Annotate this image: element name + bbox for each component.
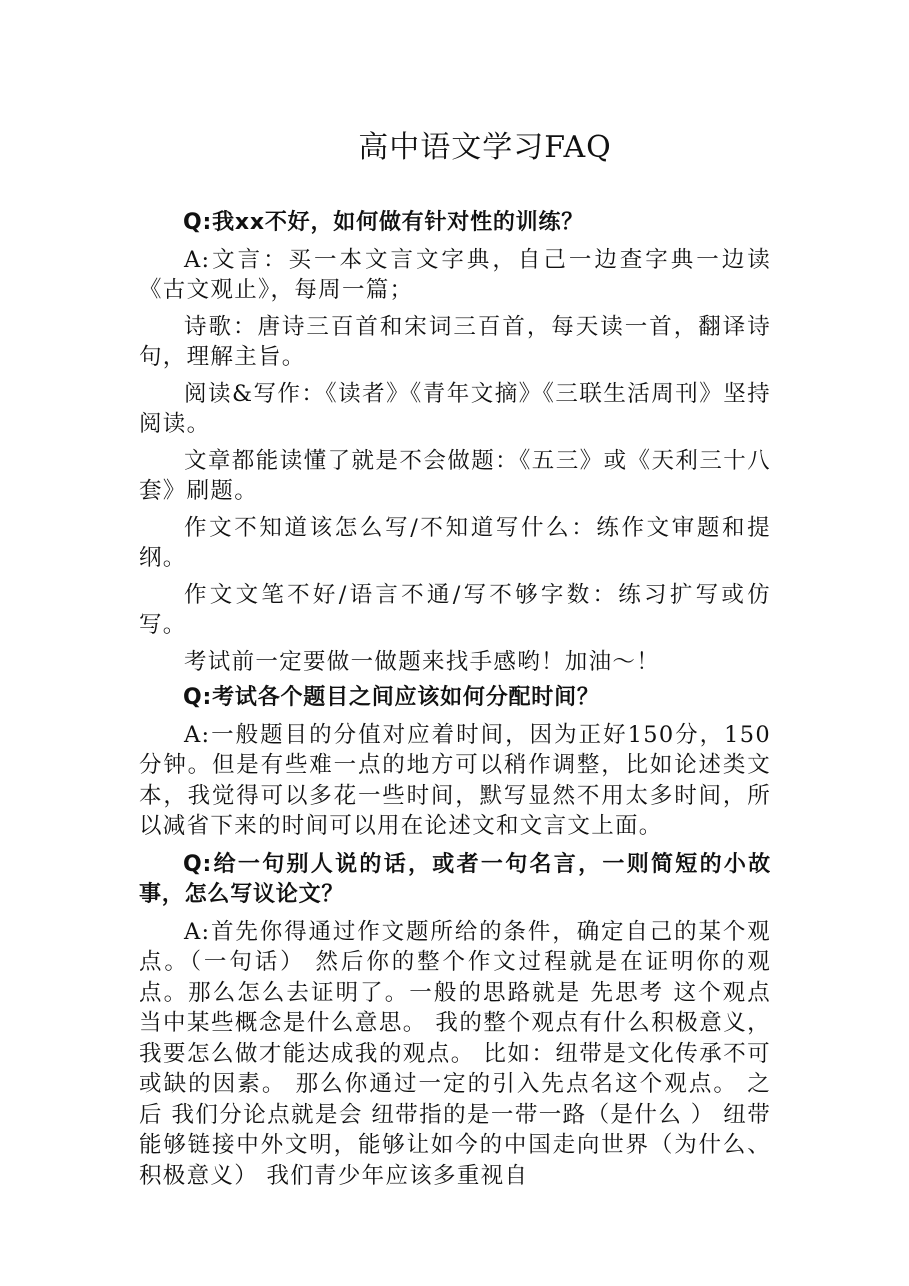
question-1: Q:我xx不好，如何做有针对性的训练？: [183, 210, 585, 235]
answer-1-exercises: 文章都能读懂了就是不会做题：《五三》或《天利三十八套》刷题。: [139, 447, 771, 504]
document-page: [139, 118, 771, 1197]
question-2: Q:考试各个题目之间应该如何分配时间？: [183, 685, 600, 710]
answer-1-essay-outline: 作文不知道该怎么写/不知道写什么：练作文审题和提纲。: [139, 514, 771, 571]
question-3: Q:给一句别人说的话，或者一句名言，一则简短的小故事，怎么写议论文？: [139, 851, 771, 907]
document-title: 高中语文学习FAQ: [358, 130, 612, 165]
answer-1-reading: 阅读&写作：《读者》《青年文摘》《三联生活周刊》坚持阅读。: [139, 380, 771, 437]
answer-1-encouragement: 考试前一定要做一做题来找手感哟！加油～！: [184, 648, 661, 675]
answer-3: A:首先你得通过作文题所给的条件，确定自己的某个观点。（一句话） 然后你的整个作文过程就是在证明你的观点。那么怎么去证明了。一般的思路就是 先思考 这个观点当中某些概念是什么意思。 我的整个观点有什么积极意义，我要怎么做才能达成我的观点。 比如：纽带是文化传承不可或缺的因素。 那么你通过一定的引入先点名这个观点。 之后 我们分论点就是会 纽带指的是一带一路（是什么 ） 纽带能够链接中外文明，能够让如今的中国走向世界（为什么、积极意义） 我们青少年应该多重视自: [139, 918, 771, 1189]
answer-1-poetry: 诗歌：唐诗三百首和宋词三百首，每天读一首，翻译诗句，理解主旨。: [139, 313, 771, 370]
answer-1-classical: A:文言：买一本文言文字典，自己一边查字典一边读《古文观止》，每周一篇；: [139, 246, 771, 303]
answer-2: A:一般题目的分值对应着时间，因为正好150分，150分钟。但是有些难一点的地方可以稍作调整，比如论述类文本，我觉得可以多花一些时间，默写显然不用太多时间，所以减省下来的时间可以用在论述文和文言文上面。: [139, 721, 771, 839]
answer-1-essay-style: 作文文笔不好/语言不通/写不够字数：练习扩写或仿写。: [139, 581, 771, 638]
